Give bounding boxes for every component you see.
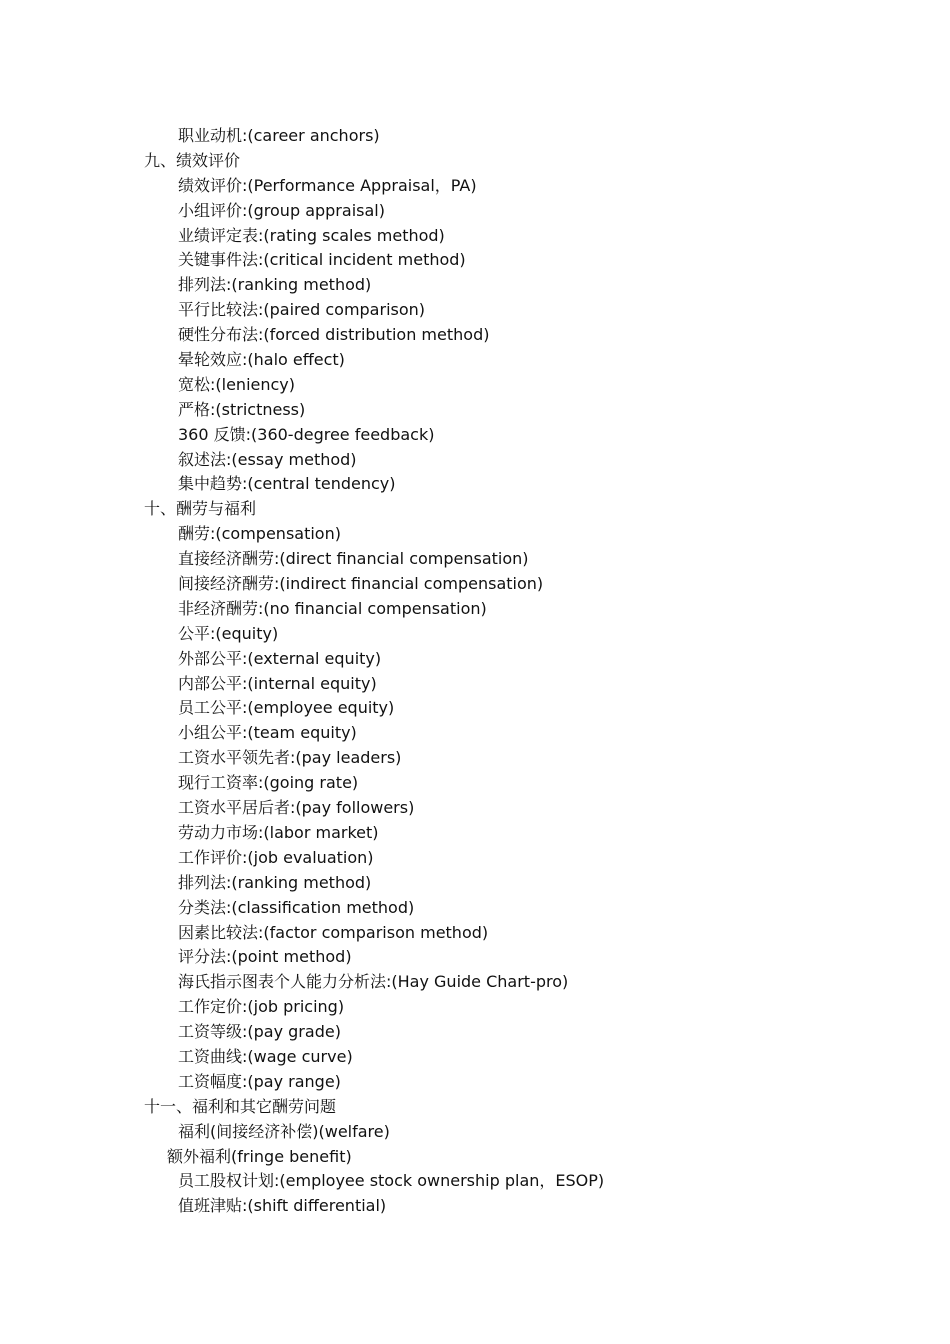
- glossary-entry: 福利(间接经济补偿)(welfare): [178, 1121, 390, 1141]
- glossary-entry: 间接经济酬劳:(indirect financial compensation): [178, 574, 544, 594]
- glossary-entry: 小组公平:(team equity): [178, 723, 357, 743]
- glossary-entry: 硬性分布法:(forced distribution method): [178, 325, 490, 345]
- glossary-entry: 晕轮效应:(halo effect): [178, 350, 345, 370]
- glossary-entry: 因素比较法:(factor comparison method): [178, 922, 489, 942]
- glossary-entry: 分类法:(classification method): [178, 897, 415, 917]
- glossary-entry: 工资曲线:(wage curve): [178, 1046, 353, 1066]
- glossary-entry: 工资水平居后者:(pay followers): [178, 798, 415, 818]
- glossary-entry: 平行比较法:(paired comparison): [178, 300, 426, 320]
- glossary-entry: 外部公平:(external equity): [178, 648, 382, 668]
- glossary-entry: 工作评价:(job evaluation): [178, 847, 374, 867]
- glossary-entry: 额外福利(fringe benefit): [167, 1146, 352, 1166]
- section-heading: 十、酬劳与福利: [144, 499, 257, 519]
- glossary-entry: 工资水平领先者:(pay leaders): [178, 748, 402, 768]
- glossary-entry: 职业动机:(career anchors): [178, 126, 380, 145]
- glossary-entry: 公平:(equity): [178, 623, 279, 643]
- glossary-entry: 内部公平:(internal equity): [178, 673, 377, 693]
- glossary-entry: 小组评价:(group appraisal): [178, 200, 385, 220]
- glossary-entry: 酬劳:(compensation): [178, 524, 341, 544]
- section-heading: 十一、福利和其它酬劳问题: [144, 1096, 337, 1116]
- glossary-entry: 工资幅度:(pay range): [178, 1071, 341, 1091]
- glossary-entry: 值班津贴:(shift differential): [178, 1196, 387, 1216]
- glossary-entry: 直接经济酬劳:(direct financial compensation): [178, 549, 529, 569]
- glossary-entry: 叙述法:(essay method): [178, 449, 357, 469]
- glossary-entry: 严格:(strictness): [178, 399, 306, 419]
- glossary-entry: 现行工资率:(going rate): [178, 773, 359, 793]
- glossary-entry: 集中趋势:(central tendency): [178, 474, 396, 494]
- glossary-entry: 评分法:(point method): [178, 947, 352, 967]
- glossary-entry: 劳动力市场:(labor market): [178, 822, 379, 842]
- glossary-entry: 宽松:(leniency): [178, 374, 296, 394]
- glossary-entry: 员工股权计划:(employee stock ownership plan，ESOP): [178, 1171, 605, 1191]
- glossary-entry: 排列法:(ranking method): [178, 872, 372, 892]
- glossary-entry: 绩效评价:(Performance Appraisal，PA): [178, 175, 477, 195]
- glossary-list: [0, 124, 950, 1219]
- glossary-entry: 360 反馈:(360-degree feedback): [178, 424, 435, 444]
- glossary-entry: 排列法:(ranking method): [178, 275, 372, 295]
- glossary-entry: 员工公平:(employee equity): [178, 698, 395, 718]
- glossary-entry: 工作定价:(job pricing): [178, 997, 345, 1017]
- glossary-entry: 非经济酬劳:(no financial compensation): [178, 598, 487, 618]
- section-heading: 九、绩效评价: [144, 150, 241, 170]
- glossary-entry: 海氏指示图表个人能力分析法:(Hay Guide Chart-pro): [178, 972, 569, 992]
- glossary-entry: 业绩评定表:(rating scales method): [178, 225, 445, 245]
- glossary-entry: 关键事件法:(critical incident method): [178, 250, 466, 270]
- glossary-entry: 工资等级:(pay grade): [178, 1022, 341, 1042]
